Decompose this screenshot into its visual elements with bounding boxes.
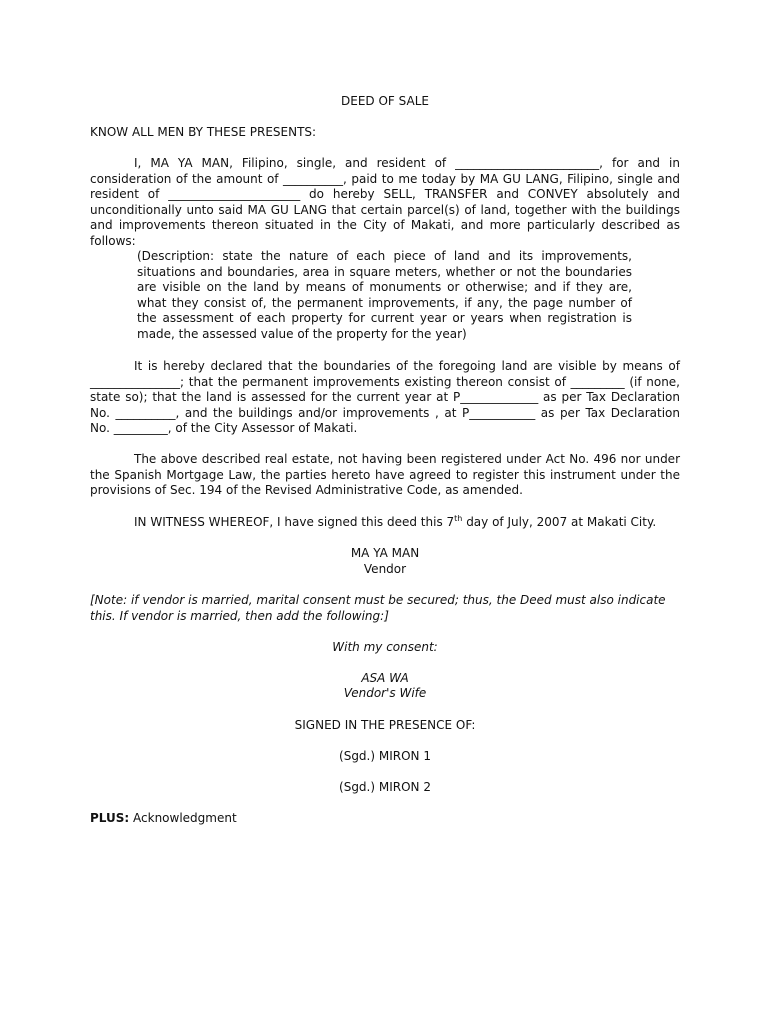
wife-name: ASA WA bbox=[361, 671, 409, 685]
registration-paragraph: The above described real estate, not having been registered under Act No. 496 nor under the Spanish Mortgage Law, the parties hereto have agreed to register this instrument under the provisions of Sec. 194 of the Revised Administrative Code, as amended. bbox=[90, 452, 680, 497]
witness-signature-2: (Sgd.) MIRON 2 bbox=[339, 780, 431, 794]
property-description: (Description: state the nature of each piece of land and its improvements, situations and boundaries, area in square meters, whether or not the boundaries are visible on the land by means of monuments or otherwise; and if they are, what they consist of, the permanent improvements, if any, the page number of the assessment of each property for current year or years when registration is made, the assessed value of the property for the year) bbox=[137, 249, 632, 341]
plus-text: Acknowledgment bbox=[129, 811, 237, 825]
vendor-role: Vendor bbox=[363, 562, 407, 576]
vendor-name: MA YA MAN bbox=[350, 546, 420, 560]
opening-line: KNOW ALL MEN BY THESE PRESENTS: bbox=[90, 125, 317, 139]
witness-text-after: day of July, 2007 at Makati City. bbox=[462, 515, 657, 529]
witness-text-before: IN WITNESS WHEREOF, I have signed this deed this 7 bbox=[134, 515, 455, 529]
marital-note: [Note: if vendor is married, marital consent must be secured; thus, the Deed must also indicate this. If vendor is married, then add the following:] bbox=[90, 593, 666, 623]
witness-signature-1: (Sgd.) MIRON 1 bbox=[339, 749, 431, 763]
witness-date-suffix: th bbox=[454, 514, 463, 523]
presence-heading: SIGNED IN THE PRESENCE OF: bbox=[294, 718, 476, 732]
wife-role: Vendor's Wife bbox=[343, 686, 427, 700]
document-title: DEED OF SALE bbox=[341, 94, 429, 108]
conveyance-paragraph: I, MA YA MAN, Filipino, single, and resident of ________________________, for and in consideration of the amount of __________, paid to me today by MA GU LANG, Filipino, single and resident of ______________________ do hereby SELL, TRANSFER and CONVEY absolutely and unconditionally unto said MA GU LANG that certain parcel(s) of land, together with the buildings and improvements thereon situated in the City of Makati, and more particularly described as follows: bbox=[90, 156, 680, 248]
consent-line: With my consent: bbox=[332, 640, 438, 654]
boundaries-paragraph: It is hereby declared that the boundaries of the foregoing land are visible by means of _______________; that the permanent improvements existing thereon consist of _________ (if none, state so); that the land is assessed for the current year at P_____________ as per Tax Declaration No. __________, and the buildings and/or improvements , at P___________ as per Tax Declaration No. _________, of the City Assessor of Makati. bbox=[90, 359, 680, 435]
plus-line bbox=[90, 811, 680, 827]
plus-label: PLUS: bbox=[90, 811, 130, 825]
witness-clause bbox=[90, 515, 680, 531]
